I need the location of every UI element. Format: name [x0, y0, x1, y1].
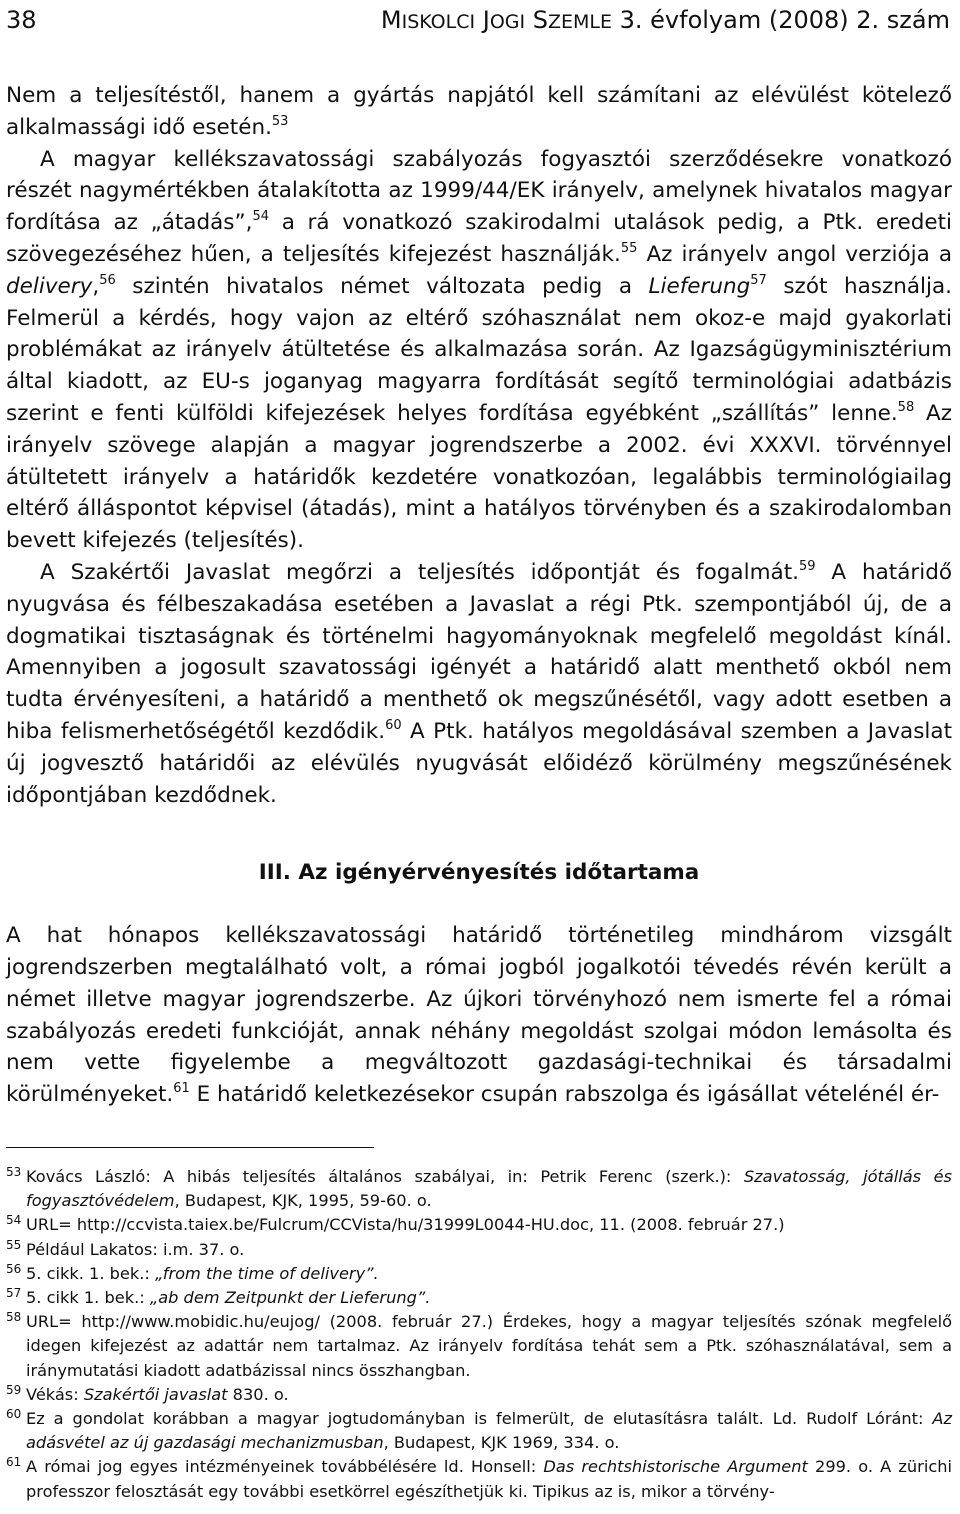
footnote-ref-53[interactable]: 53 [271, 113, 289, 129]
footnote-link[interactable]: URL= http://ccvista.taiex.be/Fulcrum/CCVista/hu/31999L0044-HU.doc, 11. (2008. február 27.) [26, 1215, 785, 1235]
footnote-ref-54[interactable]: 54 [252, 209, 270, 225]
footnote-ref-59[interactable]: 59 [798, 558, 816, 574]
footnote-ref-61[interactable]: 61 [173, 1081, 190, 1097]
footnote-54: 54 URL= http://ccvista.taiex.be/Fulcrum/CCVista/hu/31999L0044-HU.doc, 11. (2008. február 27.) [6, 1213, 785, 1235]
footnote-ref-60[interactable]: 60 [385, 717, 402, 733]
footnote-55: 55 Például Lakatos: i.m. 37. o. [6, 1237, 245, 1259]
paragraph-3: A Szakértői Javaslat megőrzi a teljesítés időpontját és fogalmát.$^{59}$ A határidő nyugvása és félbeszakadása esetében a Javaslat a régi Ptk. szempontjából új, de a dogmatikai tisztaságnak és történelmi hagyományoknak megfelelő megoldást kínál. Amennyiben a jogosult szavatossági igényét a határidő alatt menthető okból nem tudta érvényesíteni, a határidő a menthető ok megszűnésétől, vagy adott esetben a hiba felismerhetőségétől kezdődik.$^{60}$ A Ptk. hatályos megoldásával szemben a Javaslat új jogvesztő határidői az elévülés nyugvását előidéző körülmény megszűnésének időpontjában kezdődnek. [6, 558, 952, 808]
footnotes [6, 1165, 952, 1504]
footnote-57: 57 5. cikk 1. bek.: „ab dem Zeitpunkt der Lieferung”. [6, 1286, 431, 1308]
running-header [6, 2, 950, 42]
footnote-ref-58[interactable]: 58 [897, 399, 915, 415]
paragraph-4: A hat hónapos kellékszavatossági határidő történetileg mindhárom vizsgált jogrendszerben megtalálható volt, a római jogból jogalkotói tévedés révén került a német illetve magyar jogrendszerbe. Az újkori törvényhozó nem ismerte fel a római szabályozás eredeti funkcióját, annak néhány megoldást szolgai módon lemásolta és nem vette figyelembe a megváltozott gazdasági-technikai és társadalmi körülményeket.$^{61}$ E határidő keletkezésekor csupán rabszolga és igásállat vételénél ér- [6, 923, 952, 1108]
section-heading: III. Az igényérvényesítés időtartama [258, 860, 700, 886]
footnote-ref-57[interactable]: 57 [750, 272, 767, 288]
footnote-ref-55[interactable]: 55 [620, 240, 638, 256]
term-lieferung: Lieferung [648, 273, 751, 299]
footnote-61: 61 A római jog egyes intézményeinek továbbélésére ld. Honsell: Das rechtshistorische Argument 299. o. A zürichi professzor felosztását egy további esetkörrel egészíthetjük ki. Tipikus az is, mikor a törvény- [6, 1455, 952, 1501]
footnote-60: 60 Ez a gondolat korábban a magyar jogtudományban is felmerült, de elutasításra talált. Ld. Rudolf Lóránt: Az adásvétel az új gazdasági mechanizmusban, Budapest, KJK 1969, 334. o. [6, 1407, 952, 1453]
footnote-56: 56 5. cikk. 1. bek.: „from the time of delivery”. [6, 1261, 379, 1283]
footnote-separator [6, 1147, 374, 1148]
footnote-link[interactable]: URL= http://www.mobidic.hu/eujog/ (2008. február 27.) Érdekes, hogy a magyar teljesítés szónak megfelelő idegen kifejezést az adattár nem tartalmaz. Az irányelv fordítása tehát sem a Ptk. szóhasználatával, sem a iránymutatási kiadott adatbázissal nincs összhangban. [26, 1312, 952, 1380]
paragraph-1: Nem a teljesítéstől, hanem a gyártás napjától kell számítani az elévülést kötelező alkalmassági idő esetén.$^{53}$ [6, 83, 952, 140]
footnote-53: 53 Kovács László: A hibás teljesítés általános szabályai, in: Petrik Ferenc (szerk.): Szavatosság, jótállás és fogyasztóvédelem, Budapest, KJK, 1995, 59-60. o. [6, 1165, 952, 1211]
footnote-ref-56[interactable]: 56 [99, 272, 116, 288]
main-text [6, 80, 952, 1111]
paragraph-2: A magyar kellékszavatossági szabályozás fogyasztói szerződésekre vonatkozó részét nagymértékben átalakította az 1999/44/EK irányelv, amelynek hivatalos magyar fordítása az „átadás”,$^{54}$ a rá vonatkozó szakirodalmi utalások pedig, a Ptk. eredeti szövegezéséhez hűen, a teljesítés kifejezést használják.$^{55}$ Az irányelv angol verziója a delivery,$^{56}$ szintén hivatalos német változata pedig a Lieferung$^{57}$ szót használja. Felmerül a kérdés, hogy vajon az eltérő szóhasználat nem okoz-e majd gyakorlati problémákat az irányelv átültetése és alkalmazása során. Az Igazságügyminisztérium által kiadott, az EU-s joganyag magyarra fordítását segítő terminológiai adatbázis szerint e fenti külföldi kifejezések helyes fordítása egyébként „szállítás” lenne.$^{58}$ Az irányelv szövege alapján a magyar jogrendszerbe a 2002. évi XXXVI. törvénnyel átültetett irányelv a határidők kezdetére vonatkozóan, legalábbis terminológiailag eltérő álláspontot képvisel (átadás), mint a hatályos törvényben és a szakirodalomban bevett kifejezés (teljesítés). [6, 146, 953, 554]
term-delivery: delivery [6, 273, 93, 299]
footnote-59: 59 Vékás: Szakértői javaslat 830. o. [6, 1382, 289, 1404]
journal-title: MISKOLCI JOGI SZEMLE 3. évfolyam (2008) 2. szám [380, 6, 950, 34]
page-number: 38 [6, 6, 37, 34]
footnote-58: 58 URL= http://www.mobidic.hu/eujog/ (2008. február 27.) Érdekes, hogy a magyar teljesítés szónak megfelelő idegen kifejezést az adattár nem tartalmaz. Az irányelv fordítása tehát sem a Ptk. szóhasználatával, sem a iránymutatási kiadott adatbázissal nincs összhangban. [6, 1310, 952, 1380]
